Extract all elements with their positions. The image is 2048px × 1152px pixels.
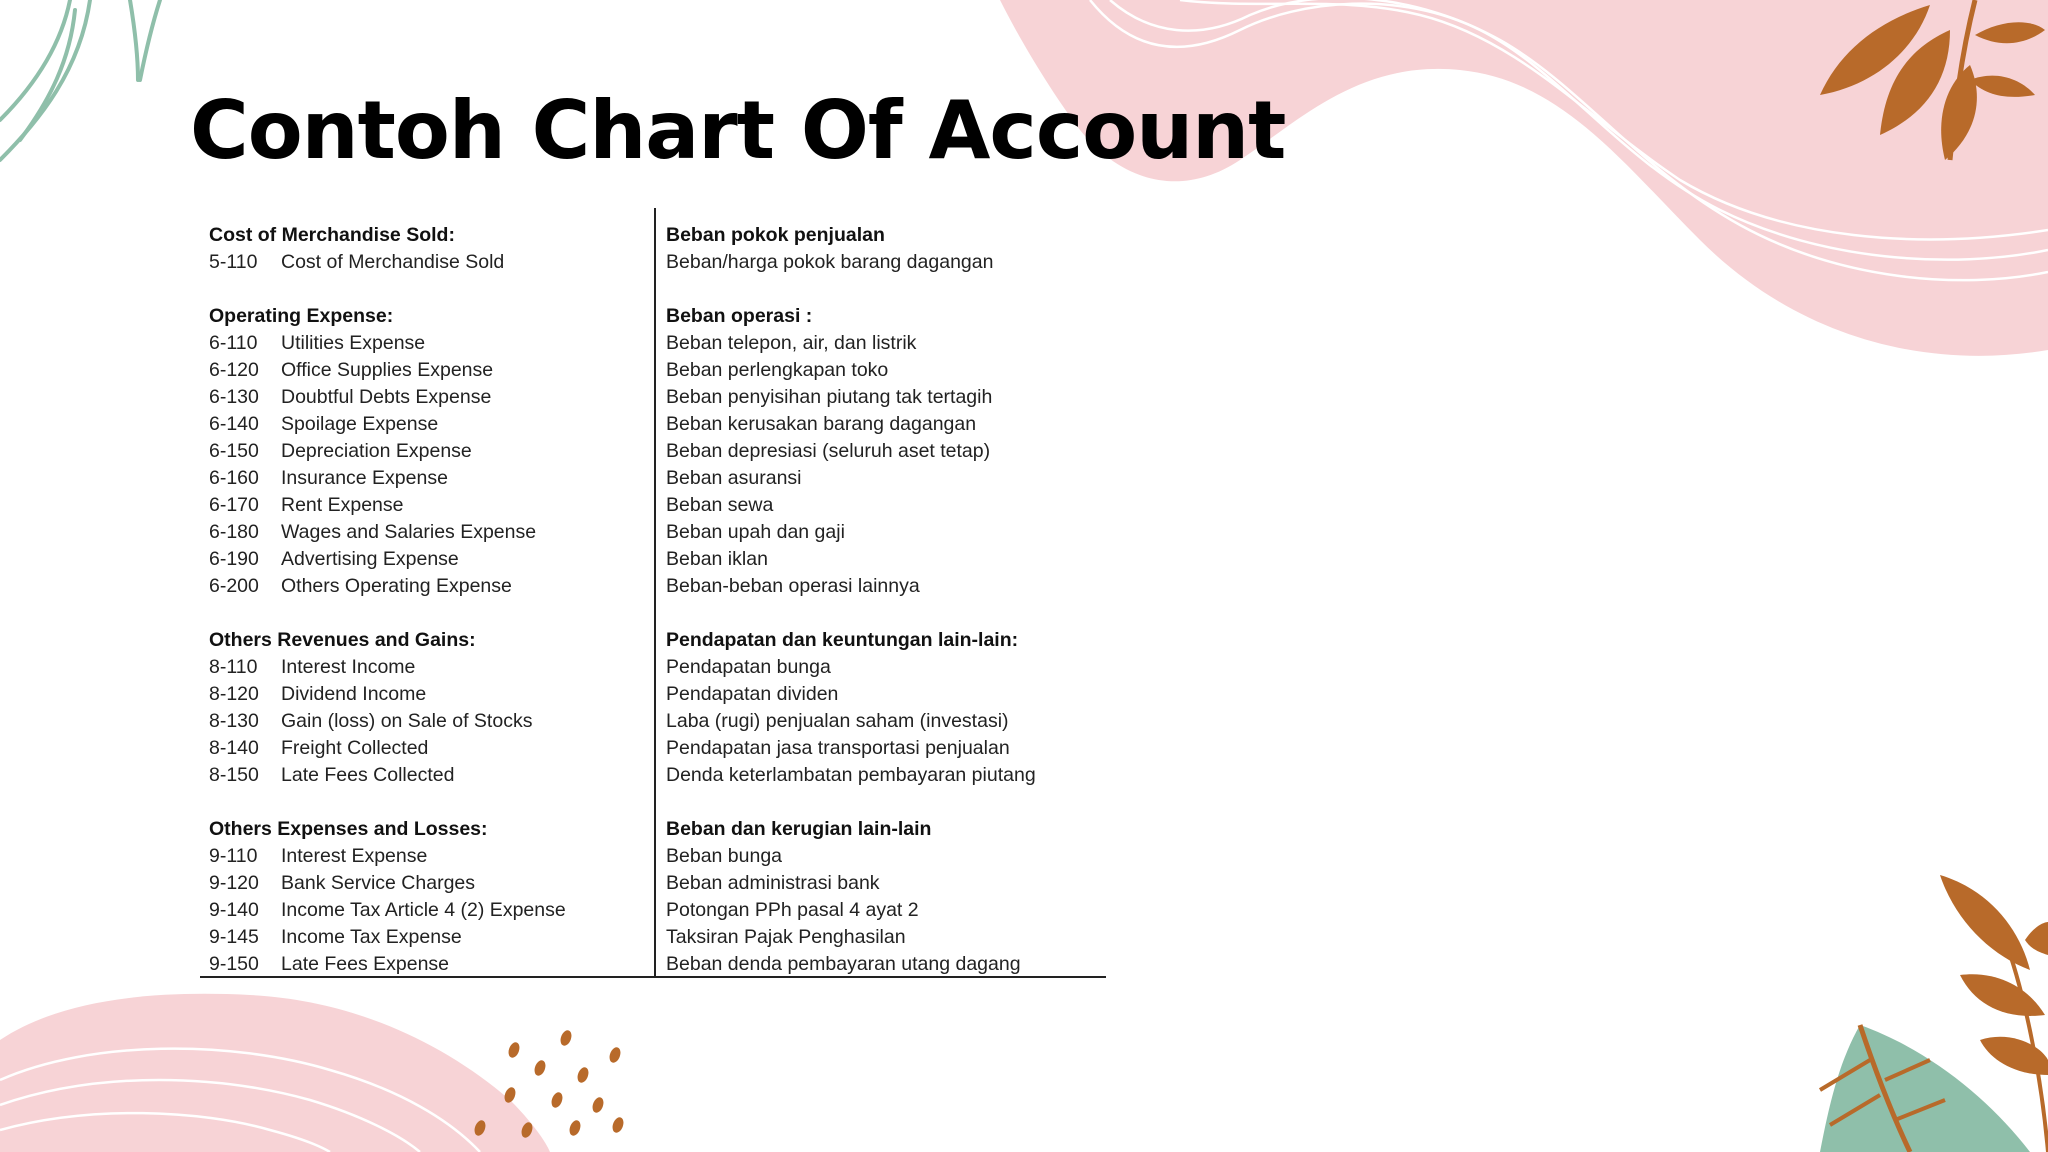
account-translation: Pendapatan jasa transportasi penjualan <box>666 737 1010 759</box>
account-row <box>209 249 566 276</box>
account-translation: Beban depresiasi (seluruh aset tetap) <box>666 440 991 462</box>
account-translation: Beban perlengkapan toko <box>666 359 889 381</box>
english-column <box>209 222 566 1005</box>
account-translation: Beban penyisihan piutang tak tertagih <box>666 386 993 408</box>
account-code: 6-130 <box>209 386 259 408</box>
section-others-revenues-and-gains <box>209 627 566 789</box>
account-name: Freight Collected <box>281 737 429 759</box>
section-header: Beban dan kerugian lain-lain <box>666 818 932 840</box>
account-translation: Laba (rugi) penjualan saham (investasi) <box>666 710 1009 732</box>
account-translation: Taksiran Pajak Penghasilan <box>666 926 906 948</box>
section-beban-operasi <box>666 303 1036 600</box>
account-row <box>209 870 566 897</box>
account-name: Gain (loss) on Sale of Stocks <box>281 710 533 732</box>
account-translation: Beban upah dan gaji <box>666 521 845 543</box>
section-header: Operating Expense: <box>209 305 394 327</box>
account-code: 6-190 <box>209 548 259 570</box>
account-translation: Potongan PPh pasal 4 ayat 2 <box>666 899 919 921</box>
pink-blob-bottom-left <box>0 994 550 1152</box>
account-row <box>209 843 566 870</box>
account-code: 8-110 <box>209 656 258 678</box>
account-name: Advertising Expense <box>281 548 459 570</box>
indonesian-column <box>666 222 1036 1005</box>
section-cost-of-merchandise-sold <box>209 222 566 276</box>
account-code: 8-120 <box>209 683 259 705</box>
account-row <box>209 897 566 924</box>
account-name: Office Supplies Expense <box>281 359 494 381</box>
section-header: Pendapatan dan keuntungan lain-lain: <box>666 629 1019 651</box>
account-translation: Pendapatan dividen <box>666 683 839 705</box>
account-code: 9-120 <box>209 872 259 894</box>
teal-leaf-icon <box>0 0 160 160</box>
account-code: 6-140 <box>209 413 259 435</box>
account-name: Income Tax Expense <box>281 926 462 948</box>
account-name: Wages and Salaries Expense <box>281 521 537 543</box>
account-name: Cost of Merchandise Sold <box>281 251 505 273</box>
section-header: Beban pokok penjualan <box>666 224 885 246</box>
section-beban-lain-lain <box>666 816 1036 978</box>
account-row <box>209 492 566 519</box>
column-divider <box>654 208 656 978</box>
account-row <box>209 384 566 411</box>
account-row <box>209 735 566 762</box>
account-translation: Pendapatan bunga <box>666 656 831 678</box>
account-row <box>209 951 566 978</box>
account-translation: Beban-beban operasi lainnya <box>666 575 920 597</box>
account-name: Interest Expense <box>281 845 428 867</box>
account-name: Interest Income <box>281 656 416 678</box>
section-header: Cost of Merchandise Sold: <box>209 224 455 246</box>
account-name: Bank Service Charges <box>281 872 476 894</box>
account-name: Dividend Income <box>281 683 427 705</box>
account-row <box>209 465 566 492</box>
account-name: Income Tax Article 4 (2) Expense <box>281 899 566 921</box>
account-translation: Beban asuransi <box>666 467 802 489</box>
account-row <box>209 708 566 735</box>
chart-of-account-table <box>200 208 1106 978</box>
account-code: 6-180 <box>209 521 259 543</box>
account-code: 6-110 <box>209 332 258 354</box>
account-translation: Beban kerusakan barang dagangan <box>666 413 977 435</box>
account-row <box>209 924 566 951</box>
account-name: Late Fees Collected <box>281 764 455 786</box>
account-code: 8-130 <box>209 710 259 732</box>
account-name: Others Operating Expense <box>281 575 512 597</box>
account-row <box>209 573 566 600</box>
account-name: Depreciation Expense <box>281 440 472 462</box>
account-row <box>209 654 566 681</box>
account-code: 9-110 <box>209 845 258 867</box>
account-translation: Beban bunga <box>666 845 783 867</box>
account-translation: Denda keterlambatan pembayaran piutang <box>666 764 1036 786</box>
account-translation: Beban iklan <box>666 548 768 570</box>
account-row <box>209 681 566 708</box>
account-row <box>209 438 566 465</box>
account-name: Late Fees Expense <box>281 953 450 975</box>
account-translation: Beban sewa <box>666 494 774 516</box>
account-name: Insurance Expense <box>281 467 448 489</box>
account-name: Rent Expense <box>281 494 404 516</box>
account-name: Spoilage Expense <box>281 413 439 435</box>
account-code: 9-140 <box>209 899 259 921</box>
account-code: 5-110 <box>209 251 258 273</box>
account-code: 9-150 <box>209 953 259 975</box>
account-row <box>209 357 566 384</box>
account-translation: Beban administrasi bank <box>666 872 880 894</box>
account-row <box>209 762 566 789</box>
section-header: Others Expenses and Losses: <box>209 818 488 840</box>
section-others-expenses-and-losses <box>209 816 566 978</box>
account-row <box>209 411 566 438</box>
account-code: 8-140 <box>209 737 259 759</box>
account-name: Utilities Expense <box>281 332 426 354</box>
account-code: 9-145 <box>209 926 259 948</box>
account-code: 6-160 <box>209 467 259 489</box>
section-beban-pokok-penjualan <box>666 222 1036 276</box>
account-translation: Beban/harga pokok barang dagangan <box>666 251 994 273</box>
account-translation: Beban telepon, air, dan listrik <box>666 332 917 354</box>
section-header: Others Revenues and Gains: <box>209 629 476 651</box>
section-operating-expense <box>209 303 566 600</box>
account-code: 8-150 <box>209 764 259 786</box>
account-code: 6-200 <box>209 575 259 597</box>
section-pendapatan-lain-lain <box>666 627 1036 789</box>
page-title: Contoh Chart Of Account <box>190 84 1286 177</box>
account-translation: Beban denda pembayaran utang dagang <box>666 953 1021 975</box>
account-code: 6-170 <box>209 494 259 516</box>
account-code: 6-150 <box>209 440 259 462</box>
account-name: Doubtful Debts Expense <box>281 386 492 408</box>
section-header: Beban operasi : <box>666 305 813 327</box>
account-row <box>209 546 566 573</box>
account-code: 6-120 <box>209 359 259 381</box>
account-row <box>209 519 566 546</box>
account-row <box>209 330 566 357</box>
